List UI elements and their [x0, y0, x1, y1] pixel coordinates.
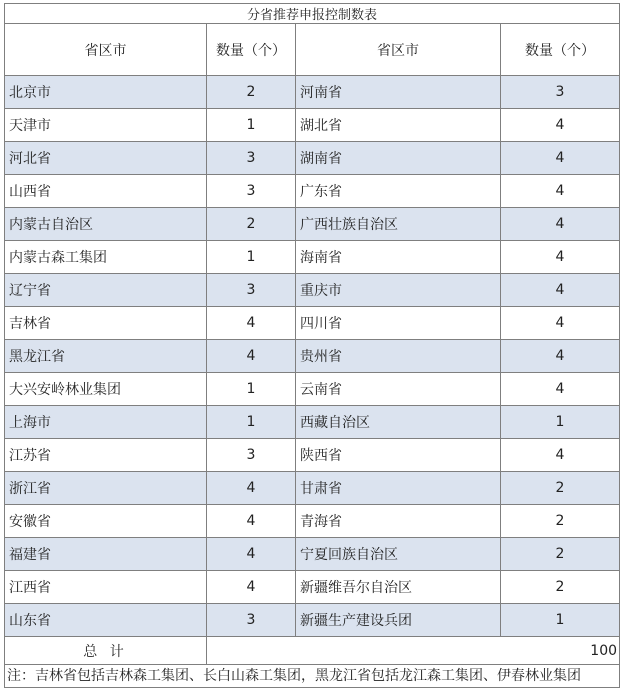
- region-name-cell: 黑龙江省: [5, 340, 207, 373]
- table-row: [5, 109, 620, 142]
- count-cell: 4: [501, 241, 620, 274]
- header-region-right: 省区市: [296, 24, 501, 76]
- region-name-cell: 陕西省: [296, 439, 501, 472]
- table-row: [5, 340, 620, 373]
- count-cell: 2: [207, 76, 296, 109]
- count-cell: 2: [501, 538, 620, 571]
- region-name-cell: 四川省: [296, 307, 501, 340]
- table-row: [5, 439, 620, 472]
- count-cell: 4: [501, 307, 620, 340]
- region-name-cell: 新疆生产建设兵团: [296, 604, 501, 637]
- header-count-right: 数量（个）: [501, 24, 620, 76]
- count-cell: 1: [207, 373, 296, 406]
- region-name-cell: 天津市: [5, 109, 207, 142]
- count-cell: 3: [501, 76, 620, 109]
- region-name-cell: 山西省: [5, 175, 207, 208]
- total-label: 总 计: [5, 637, 207, 665]
- count-cell: 4: [501, 340, 620, 373]
- table-title: 分省推荐申报控制数表: [5, 4, 620, 24]
- region-name-cell: 江西省: [5, 571, 207, 604]
- count-cell: 2: [207, 208, 296, 241]
- table-row: [5, 175, 620, 208]
- region-name-cell: 广西壮族自治区: [296, 208, 501, 241]
- table-title-row: [5, 4, 620, 24]
- count-cell: 1: [501, 406, 620, 439]
- quota-table: [4, 3, 620, 665]
- quota-table-container: [4, 3, 619, 665]
- table-row: [5, 208, 620, 241]
- table-row: [5, 538, 620, 571]
- total-row: [5, 637, 620, 665]
- region-name-cell: 贵州省: [296, 340, 501, 373]
- region-name-cell: 河北省: [5, 142, 207, 175]
- region-name-cell: 宁夏回族自治区: [296, 538, 501, 571]
- table-row: [5, 76, 620, 109]
- region-name-cell: 江苏省: [5, 439, 207, 472]
- region-name-cell: 安徽省: [5, 505, 207, 538]
- count-cell: 4: [207, 307, 296, 340]
- count-cell: 4: [501, 175, 620, 208]
- table-row: [5, 505, 620, 538]
- count-cell: 4: [207, 538, 296, 571]
- count-cell: 4: [207, 472, 296, 505]
- count-cell: 4: [207, 340, 296, 373]
- region-name-cell: 西藏自治区: [296, 406, 501, 439]
- header-region-left: 省区市: [5, 24, 207, 76]
- count-cell: 4: [501, 274, 620, 307]
- count-cell: 3: [207, 175, 296, 208]
- table-row: [5, 373, 620, 406]
- table-row: [5, 307, 620, 340]
- region-name-cell: 湖北省: [296, 109, 501, 142]
- count-cell: 4: [501, 208, 620, 241]
- region-name-cell: 大兴安岭林业集团: [5, 373, 207, 406]
- count-cell: 2: [501, 505, 620, 538]
- region-name-cell: 广东省: [296, 175, 501, 208]
- count-cell: 4: [501, 109, 620, 142]
- region-name-cell: 海南省: [296, 241, 501, 274]
- count-cell: 4: [207, 571, 296, 604]
- total-value: 100: [207, 637, 620, 665]
- count-cell: 4: [501, 439, 620, 472]
- count-cell: 3: [207, 604, 296, 637]
- table-row: [5, 604, 620, 637]
- table-row: [5, 571, 620, 604]
- count-cell: 4: [207, 505, 296, 538]
- region-name-cell: 吉林省: [5, 307, 207, 340]
- region-name-cell: 福建省: [5, 538, 207, 571]
- header-count-left: 数量（个）: [207, 24, 296, 76]
- count-cell: 2: [501, 571, 620, 604]
- region-name-cell: 新疆维吾尔自治区: [296, 571, 501, 604]
- table-row: [5, 274, 620, 307]
- count-cell: 2: [501, 472, 620, 505]
- region-name-cell: 青海省: [296, 505, 501, 538]
- region-name-cell: 湖南省: [296, 142, 501, 175]
- region-name-cell: 上海市: [5, 406, 207, 439]
- count-cell: 1: [207, 406, 296, 439]
- count-cell: 4: [501, 142, 620, 175]
- count-cell: 3: [207, 439, 296, 472]
- count-cell: 1: [207, 241, 296, 274]
- count-cell: 4: [501, 373, 620, 406]
- table-row: [5, 241, 620, 274]
- count-cell: 1: [207, 109, 296, 142]
- region-name-cell: 重庆市: [296, 274, 501, 307]
- region-name-cell: 河南省: [296, 76, 501, 109]
- table-row: [5, 406, 620, 439]
- region-name-cell: 北京市: [5, 76, 207, 109]
- count-cell: 1: [501, 604, 620, 637]
- header-row: [5, 24, 620, 76]
- region-name-cell: 内蒙古森工集团: [5, 241, 207, 274]
- table-row: [5, 142, 620, 175]
- region-name-cell: 内蒙古自治区: [5, 208, 207, 241]
- count-cell: 3: [207, 142, 296, 175]
- count-cell: 3: [207, 274, 296, 307]
- region-name-cell: 甘肃省: [296, 472, 501, 505]
- region-name-cell: 云南省: [296, 373, 501, 406]
- table-row: [5, 472, 620, 505]
- region-name-cell: 山东省: [5, 604, 207, 637]
- region-name-cell: 辽宁省: [5, 274, 207, 307]
- region-name-cell: 浙江省: [5, 472, 207, 505]
- table-note: 注：吉林省包括吉林森工集团、长白山森工集团，黑龙江省包括龙江森工集团、伊春林业集团: [4, 664, 620, 688]
